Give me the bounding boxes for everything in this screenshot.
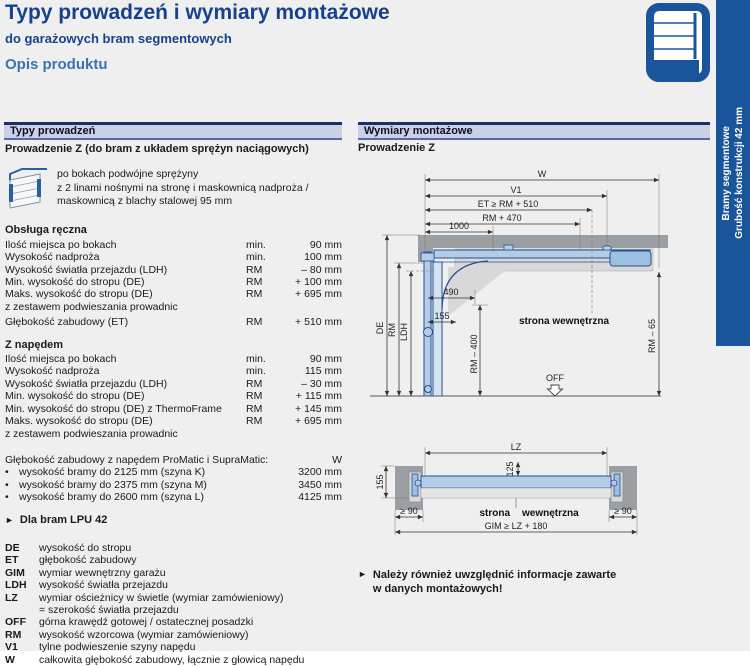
legend-item-continuation xyxy=(5,604,342,616)
table-row xyxy=(5,390,342,402)
row-value: + 100 mm xyxy=(295,276,342,289)
row-ref: min. xyxy=(246,353,266,366)
dim-label-125: 125 xyxy=(505,461,515,477)
legend-text: wymiar wewnętrzny garażu xyxy=(39,566,166,579)
dim-label-rm: RM xyxy=(387,323,397,337)
dim-label-ge90-right: ≥ 90 xyxy=(614,506,632,516)
row-value: + 145 mm xyxy=(295,402,342,415)
note-line1: Należy również uwzględnić informacje zawarte xyxy=(372,569,617,581)
intro-block xyxy=(5,168,342,214)
inner-side-label-left: strona xyxy=(479,508,510,519)
intro-line: z 2 linami nośnymi na stronę i maskownicą nadproża / xyxy=(57,181,309,194)
row-value: 3450 mm xyxy=(298,478,342,491)
legend-abbr: OFF xyxy=(5,616,26,629)
legend-text: tylne podwieszenie szyny napędu xyxy=(39,641,196,654)
bullet-row xyxy=(5,466,342,478)
table-row xyxy=(5,276,342,288)
note-line2: w danych montażowych! xyxy=(372,583,503,595)
table-row xyxy=(5,353,342,365)
dim-label-490: 490 xyxy=(443,287,459,297)
dim-label-w: W xyxy=(537,169,547,179)
intro-text xyxy=(57,168,309,214)
row-value: 4125 mm xyxy=(298,491,342,504)
dim-label-rm65: RM – 65 xyxy=(647,318,657,354)
dim-label-rm470: RM + 470 xyxy=(482,213,522,223)
dim-label-gim: GIM ≥ LZ + 180 xyxy=(484,521,548,531)
legend-abbr: ET xyxy=(5,554,19,567)
table-row xyxy=(5,316,342,328)
inner-side-label: strona wewnętrzna xyxy=(518,316,610,327)
plan-section-diagram xyxy=(358,436,714,552)
legend-item xyxy=(5,616,342,628)
roller xyxy=(424,328,433,337)
door-panel xyxy=(421,476,611,488)
legend-item xyxy=(5,579,342,591)
table-row xyxy=(5,365,342,377)
row-label: z zestawem podwieszania prowadnic xyxy=(5,300,178,313)
mounting-heading: Prowadzenie Z xyxy=(358,142,436,154)
bullet-row xyxy=(5,479,342,491)
arrow-right-icon: ► xyxy=(358,569,367,579)
row-label: Min. wysokość do stropu (DE) z ThermoFrame xyxy=(5,402,222,415)
row-label: Wysokość nadproża xyxy=(5,251,100,264)
legend-text: wysokość do stropu xyxy=(39,541,132,554)
section-title: Opis produktu xyxy=(5,56,108,73)
row-label: Maks. wysokość do stropu (DE) xyxy=(5,288,153,301)
row-label: z zestawem podwieszania prowadnic xyxy=(5,427,178,440)
dim-label-v1: V1 xyxy=(510,185,522,195)
row-value: + 510 mm xyxy=(295,316,342,329)
dim-label-rm400: RM – 400 xyxy=(469,334,479,374)
row-ref: RM xyxy=(246,288,263,301)
edge-tab xyxy=(716,0,750,346)
legend-item xyxy=(5,654,342,666)
lpu-note xyxy=(5,514,342,526)
lpu-note-text: Dla bram LPU 42 xyxy=(19,513,108,526)
row-label: Wysokość nadproża xyxy=(5,365,100,378)
row-ref: min. xyxy=(246,251,266,264)
intro-line: po bokach podwójne sprężyny xyxy=(57,168,199,181)
bullet-icon: • xyxy=(5,491,9,504)
legend-item xyxy=(5,554,342,566)
table-row xyxy=(5,415,342,427)
page-title: Typy prowadzeń i wymiary montażowe xyxy=(5,1,390,24)
drive-depth-header xyxy=(5,454,342,466)
row-ref: RM xyxy=(246,415,263,428)
table-row-continuation xyxy=(5,428,342,440)
side-section-diagram xyxy=(358,164,714,406)
inner-side-label-right: wewnętrzna xyxy=(522,508,579,519)
left-column xyxy=(5,143,342,666)
legend-text: = szerokość światła przejazdu xyxy=(39,603,179,616)
row-value: 3200 mm xyxy=(298,466,342,479)
sectional-door-icon xyxy=(646,3,710,82)
table-row xyxy=(5,403,342,415)
dim-label-1000: 1000 xyxy=(448,221,470,231)
row-label: Głębokość zabudowy (ET) xyxy=(5,316,129,329)
row-ref: RM xyxy=(246,390,263,403)
panel-shadow xyxy=(421,488,611,498)
legend-abbr: V1 xyxy=(5,641,18,654)
legend-abbr: DE xyxy=(5,541,20,554)
row-ref: min. xyxy=(246,365,266,378)
row-value: + 695 mm xyxy=(295,415,342,428)
arrow-right-icon: ► xyxy=(5,514,14,525)
top-bracket xyxy=(421,253,434,261)
row-value: – 30 mm xyxy=(301,377,342,390)
legend-abbr: LZ xyxy=(5,591,18,604)
mounting-note xyxy=(358,568,708,596)
legend-text: wymiar ościeżnicy w świetle (wymiar zamówieniowy) xyxy=(39,591,284,604)
table-row xyxy=(5,251,342,263)
legend-text: wysokość światła przejazdu xyxy=(39,579,168,592)
dim-label-de: DE xyxy=(375,321,385,335)
table-row xyxy=(5,264,342,276)
dim-label-155: 155 xyxy=(375,474,385,490)
legend-abbr: RM xyxy=(5,628,22,641)
table-row xyxy=(5,378,342,390)
legend-text: górna krawędź gotowej / ostatecznej posadzki xyxy=(39,616,254,629)
manual-section-title: Obsługa ręczna xyxy=(5,224,87,237)
legend-text: całkowita głębokość zabudowy, łącznie z głowicą napędu xyxy=(39,653,305,666)
row-label: Ilość miejsca po bokach xyxy=(5,353,117,366)
row-ref: RM xyxy=(246,377,263,390)
row-value: + 115 mm xyxy=(295,390,342,403)
legend xyxy=(5,542,342,666)
legend-item xyxy=(5,567,342,579)
dim-label-lz: LZ xyxy=(510,442,522,452)
z-track-pictogram-icon xyxy=(5,168,49,214)
table-row xyxy=(5,288,342,300)
legend-item xyxy=(5,629,342,641)
legend-abbr: LDH xyxy=(5,579,27,592)
off-label: OFF xyxy=(546,373,564,383)
row-label: Wysokość światła przejazdu (LDH) xyxy=(5,377,168,390)
legend-text: głębokość zabudowy xyxy=(39,554,137,567)
legend-text: wysokość wzorcowa (wymiar zamówieniowy) xyxy=(39,628,249,641)
row-value: 100 mm xyxy=(304,251,342,264)
row-ref: RM xyxy=(246,263,263,276)
door-leaf xyxy=(433,262,442,396)
row-value: 90 mm xyxy=(309,238,342,251)
mounting-note-text xyxy=(373,568,616,596)
legend-abbr: W xyxy=(5,653,15,666)
row-value: + 695 mm xyxy=(295,288,342,301)
dim-label-155: 155 xyxy=(434,311,450,321)
powered-section-title: Z napędem xyxy=(5,338,64,351)
ceiling-slab xyxy=(418,235,668,248)
edge-tab-line2: Grubość konstrukcji 42 mm xyxy=(733,107,745,239)
vertical-track xyxy=(424,252,431,396)
row-label: Min. wysokość do stropu (DE) xyxy=(5,390,145,403)
bullet-icon: • xyxy=(5,478,9,491)
drive-depth-unit: W xyxy=(332,453,342,466)
roller xyxy=(425,386,432,393)
page-subtitle: do garażowych bram segmentowych xyxy=(5,31,232,46)
row-label: Ilość miejsca po bokach xyxy=(5,238,117,251)
dim-label-ldh: LDH xyxy=(399,322,409,342)
section-bar-track-types: Typy prowadzeń xyxy=(4,122,342,140)
row-ref: min. xyxy=(246,238,266,251)
row-ref: RM xyxy=(246,316,263,329)
operator-head xyxy=(610,251,651,266)
dim-label-ge90-left: ≥ 90 xyxy=(400,506,418,516)
row-value: – 80 mm xyxy=(301,263,342,276)
row-value: 115 mm xyxy=(304,365,342,378)
row-label: wysokość bramy do 2375 mm (szyna M) xyxy=(19,478,207,491)
roller xyxy=(415,480,421,486)
legend-item xyxy=(5,641,342,653)
row-label: wysokość bramy do 2125 mm (szyna K) xyxy=(19,466,206,479)
row-ref: RM xyxy=(246,402,263,415)
row-label: Wysokość światła przejazdu (LDH) xyxy=(5,263,168,276)
legend-item xyxy=(5,592,342,604)
off-floor-arrow-icon xyxy=(548,385,563,396)
bullet-icon: • xyxy=(5,466,9,479)
row-label: wysokość bramy do 2600 mm (szyna L) xyxy=(19,491,204,504)
track-z-heading: Prowadzenie Z (do bram z układem sprężyn naciągowych) xyxy=(5,143,309,155)
legend-item xyxy=(5,542,342,554)
table-row-continuation xyxy=(5,301,342,313)
intro-line: maskownicą z blachy stalowej 95 mm xyxy=(57,195,233,208)
dim-label-et: ET ≥ RM + 510 xyxy=(477,199,539,209)
legend-abbr: GIM xyxy=(5,566,25,579)
drive-depth-label: Głębokość zabudowy z napędem ProMatic i SupraMatic: xyxy=(5,453,269,466)
roller xyxy=(611,480,617,486)
suspension-point xyxy=(603,246,612,250)
row-label: Maks. wysokość do stropu (DE) xyxy=(5,415,153,428)
bullet-row xyxy=(5,491,342,503)
row-value: 90 mm xyxy=(309,353,342,366)
row-label: Min. wysokość do stropu (DE) xyxy=(5,276,145,289)
section-bar-mounting-dims: Wymiary montażowe xyxy=(358,122,710,140)
table-row xyxy=(5,239,342,251)
edge-tab-line1: Bramy segmentowe xyxy=(720,125,732,221)
row-ref: RM xyxy=(246,276,263,289)
ceiling-clip xyxy=(504,245,513,250)
